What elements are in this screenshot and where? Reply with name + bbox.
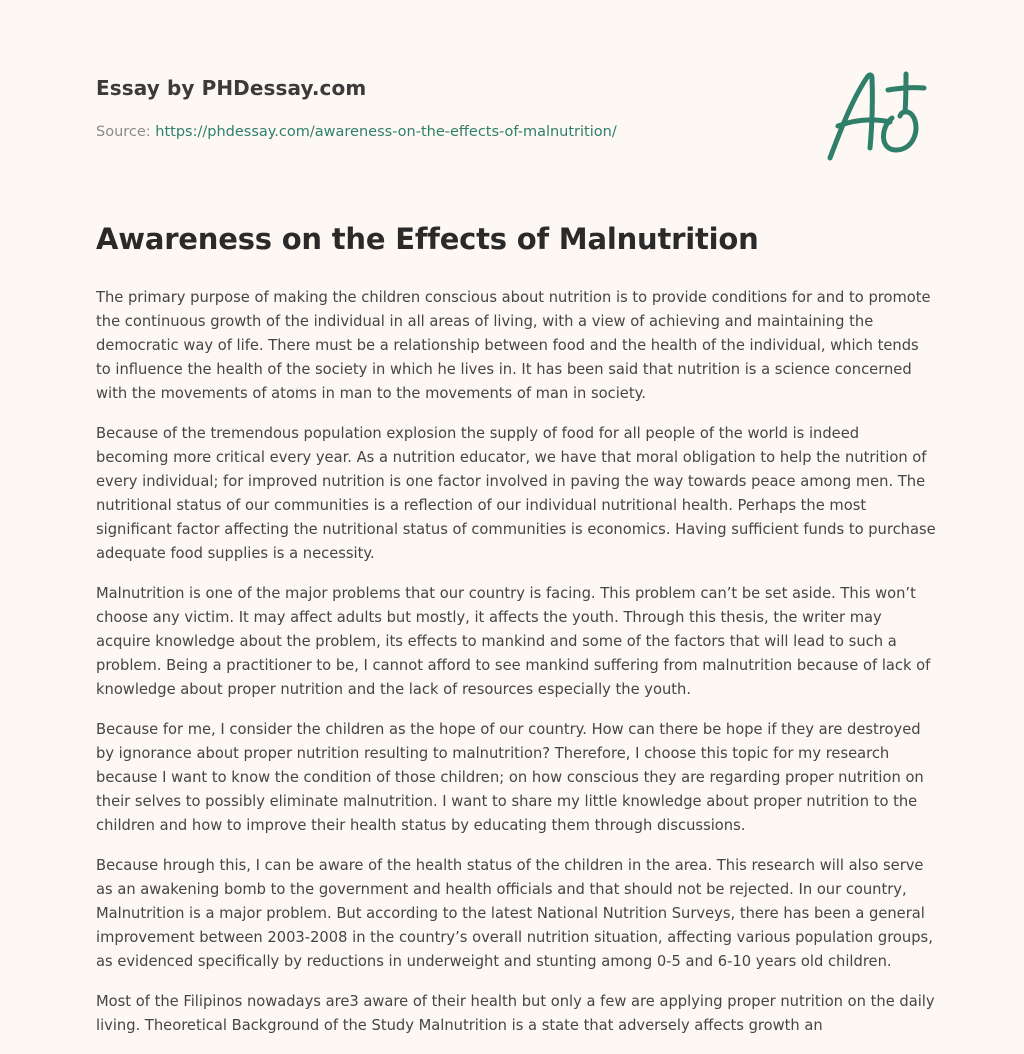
essay-paragraph: Because of the tremendous population explosion the supply of food for all people of the world is indeed becoming more critical every year. As a nutrition educator, we have that moral obligation to help the nutrition of every individual; for improved nutrition is one factor involved in paving the way towards peace among men. The nutritional status of our communities is a reflection of our individual nutritional health. Perhaps the most significant factor affecting the nutritional status of communities is economics. Having sufficient funds to purchase adequate food supplies is a necessity. [96,425,936,562]
essay-body [96,286,936,1054]
essay-paragraph: Most of the Filipinos nowadays are3 aware of their health but only a few are applying proper nutrition on the daily living. Theoretical Background of the Study Malnutrition is a state that adversely affects growth an [96,993,935,1034]
essay-paragraph: Because for me, I consider the children as the hope of our country. How can there be hope if they are destroyed by ignorance about proper nutrition resulting to malnutrition? Therefore, I choose this topic for my research because I want to know the condition of those children; on how conscious they are regarding proper nutrition on their selves to possibly eliminate malnutrition. I want to share my little knowledge about proper nutrition to the children and how to improve their health status by educating them through discussions. [96,721,924,834]
source-line [96,124,617,140]
essay-title: Awareness on the Effects of Malnutrition [96,222,759,256]
essay-paragraph: Because hrough this, I can be aware of the health status of the children in the area. This research will also serve as an awakening bomb to the government and health officials and that should not be rejected. In our country, Malnutrition is a major problem. But according to the latest National Nutrition Surveys, there has been a general improvement between 2003-2008 in the country’s overall nutrition situation, affecting various population groups, as evidenced specifically by reductions in underweight and stunting among 0-5 and 6-10 years old children. [96,857,933,970]
a-plus-logo-icon [820,66,932,166]
essay-paragraph: Malnutrition is one of the major problems that our country is facing. This problem can’t be set aside. This won’t choose any victim. It may affect adults but mostly, it affects the youth. Through this thesis, the writer may acquire knowledge about the problem, its effects to mankind and some of the factors that will lead to such a problem. Being a practitioner to be, I cannot afford to see mankind suffering from malnutrition because of lack of knowledge about proper nutrition and the lack of resources especially the youth. [96,585,931,698]
essay-paragraph: The primary purpose of making the children conscious about nutrition is to provide conditions for and to promote the continuous growth of the individual in all areas of living, with a view of achieving and maintaining the democratic way of life. There must be a relationship between food and the health of the individual, which tends to influence the health of the society in which he lives in. It has been said that nutrition is a science concerned with the movements of atoms in man to the movements of man in society. [96,289,931,402]
brand-title: Essay by PHDessay.com [96,76,367,100]
source-label: Source: [96,124,156,140]
source-link[interactable]: https://phdessay.com/awareness-on-the-effects-of-malnutrition/ [155,124,617,140]
